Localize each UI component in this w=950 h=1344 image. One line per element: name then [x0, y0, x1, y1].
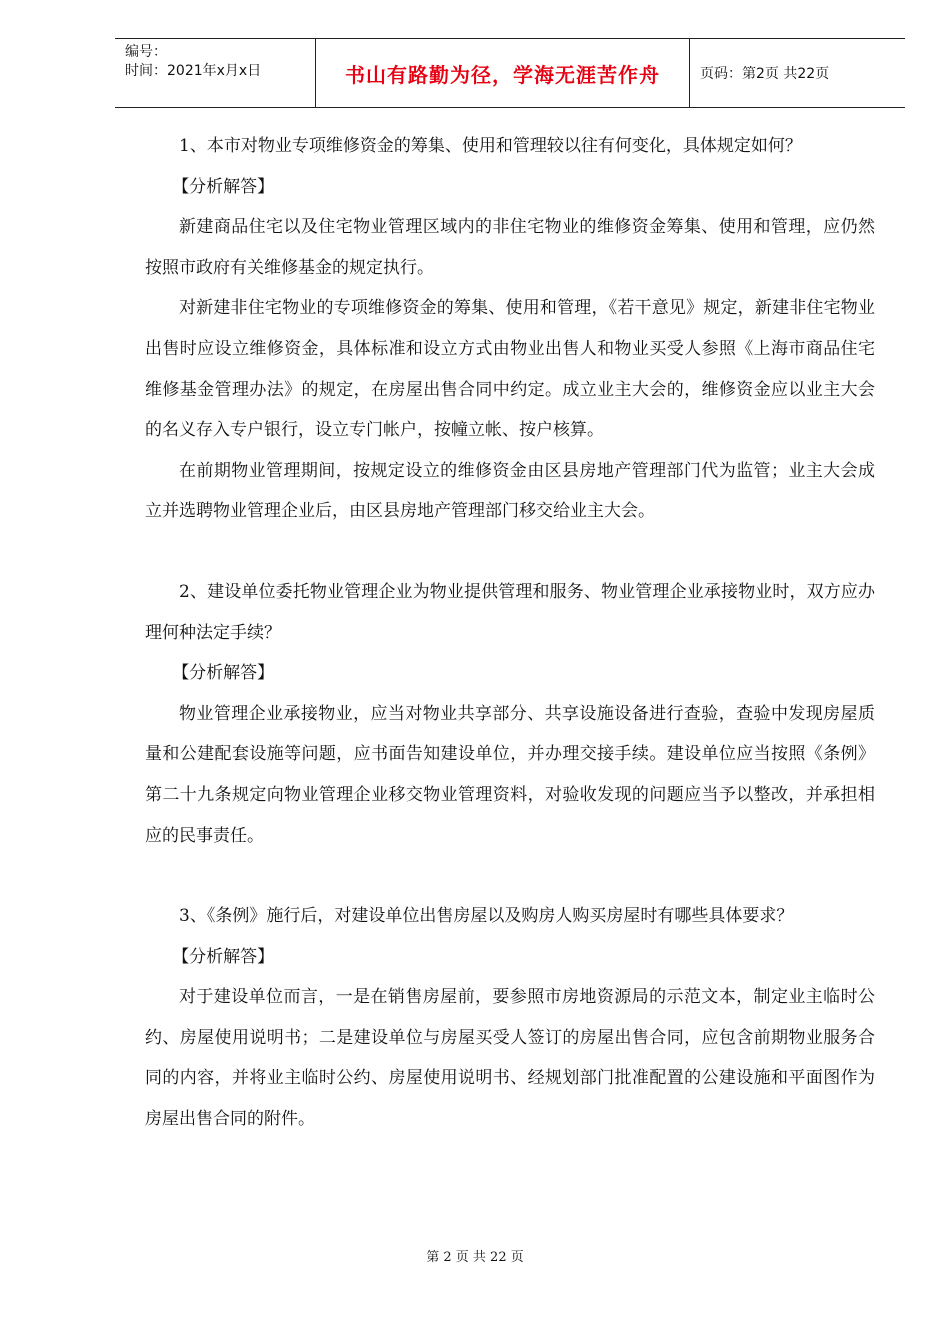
header-page-info: 页码：第2页 共22页 [700, 66, 830, 82]
answer-3-paragraph-1: 对于建设单位而言，一是在销售房屋前，要参照市房地资源局的示范文本，制定业主临时公约、房屋使用说明书；二是建设单位与房屋买受人签订的房屋出售合同，应包含前期物业服务合同的内容，并将业主临时公约、房屋使用说明书、经规划部门批准配置的公建设施和平面图作为房屋出售合同的附件。 [145, 987, 875, 1130]
question-2: 2、建设单位委托物业管理企业为物业提供管理和服务、物业管理企业承接物业时，双方应办理何种法定手续？ [145, 581, 875, 643]
time-label: 时间：2021年x月x日 [125, 63, 262, 79]
answer-label-1: 【分析解答】 [172, 176, 275, 197]
question-1: 1、本市对物业专项维修资金的筹集、使用和管理较以往有何变化，具体规定如何？ [179, 136, 802, 156]
section-gap [145, 856, 875, 896]
header-motto: 书山有路勤为径，学海无涯苦作舟 [316, 39, 690, 107]
page-footer: 第 2 页 共 22 页 [426, 1250, 524, 1265]
document-body [145, 126, 875, 1140]
answer-label-3: 【分析解答】 [172, 946, 275, 967]
answer-label-2: 【分析解答】 [172, 663, 275, 684]
answer-1-paragraph-2: 对新建非住宅物业的专项维修资金的筹集、使用和管理，《若干意见》规定，新建非住宅物业出售时应设立维修资金，具体标准和设立方式由物业出售人和物业买受人参照《上海市商品住宅维修基金管理办法》的规定，在房屋出售合同中约定。成立业主大会的，维修资金应以业主大会的名义存入专户银行，设立专门帐户，按幢立帐、按户核算。 [145, 298, 875, 441]
number-label: 编号： [125, 44, 167, 60]
page-header [115, 38, 905, 108]
answer-2-paragraph-1: 物业管理企业承接物业，应当对物业共享部分、共享设施设备进行查验，查验中发现房屋质量和公建配套设施等问题，应书面告知建设单位，并办理交接手续。建设单位应当按照《条例》第二十九条规定向物业管理企业移交物业管理资料，对验收发现的问题应当予以整改，并承担相应的民事责任。 [145, 703, 875, 846]
header-meta [115, 39, 316, 107]
section-gap [145, 532, 875, 572]
answer-1-paragraph-3: 在前期物业管理期间，按规定设立的维修资金由区县房地产管理部门代为监管；业主大会成立并选聘物业管理企业后，由区县房地产管理部门移交给业主大会。 [145, 460, 875, 522]
answer-1-paragraph-1: 新建商品住宅以及住宅物业管理区域内的非住宅物业的维修资金筹集、使用和管理，应仍然按照市政府有关维修基金的规定执行。 [145, 217, 875, 278]
question-3: 3、《条例》施行后，对建设单位出售房屋以及购房人购买房屋时有哪些具体要求？ [179, 906, 794, 927]
